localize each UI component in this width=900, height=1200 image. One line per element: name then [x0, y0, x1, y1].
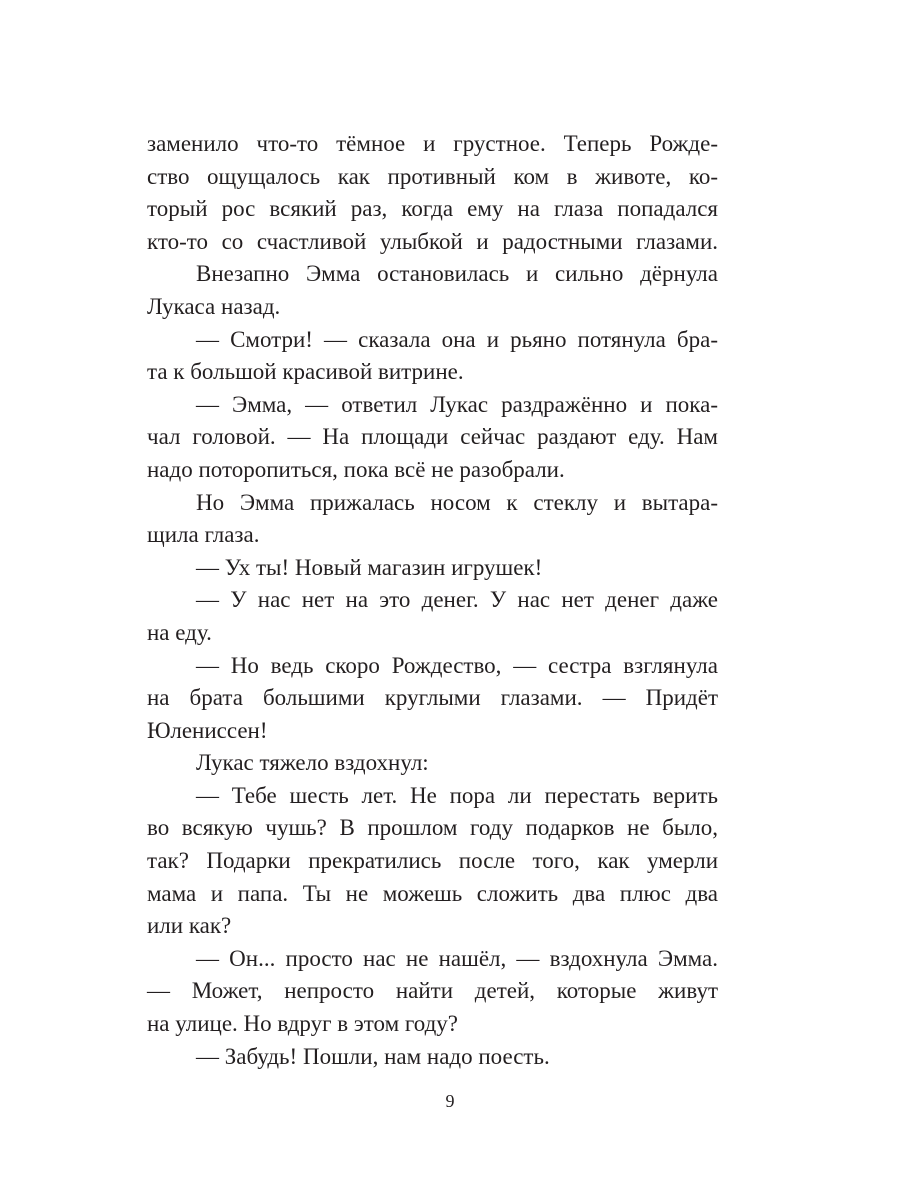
page-number: 9: [445, 1091, 455, 1111]
text-line: или как?: [147, 913, 232, 939]
text-line: — У нас нет на это денег. У нас нет денег даже: [196, 587, 718, 613]
text-line: — Может, непросто найти детей, которые живут: [147, 978, 718, 1004]
text-line: торый рос всякий раз, когда ему на глаза попадался: [147, 196, 718, 222]
text-line: Лукас тяжело вздохнул:: [196, 750, 429, 776]
text-line: Лукаса назад.: [147, 293, 281, 319]
text-line: Но Эмма прижалась носом к стеклу и вытара-: [196, 489, 718, 515]
text-line: — Тебе шесть лет. Не пора ли перестать верить: [196, 782, 718, 808]
text-line: так? Подарки прекратились после того, как умерли: [147, 848, 718, 874]
text-line: во всякую чушь? В прошлом году подарков не было,: [147, 815, 718, 841]
text-line: — Ух ты! Новый магазин игрушек!: [196, 554, 543, 580]
text-line: чал головой. — На площади сейчас раздают еду. Нам: [147, 424, 718, 450]
text-line: — Забудь! Пошли, нам надо поесть.: [196, 1043, 550, 1069]
text-line: Юлениссен!: [147, 717, 268, 743]
text-line: на улице. Но вдруг в этом году?: [147, 1011, 458, 1037]
text-line: на еду.: [147, 619, 212, 645]
text-line: ство ощущалось как противный ком в животе, ко-: [147, 163, 718, 189]
text-line: — Но ведь скоро Рождество, — сестра взглянула: [196, 652, 718, 678]
body-text: [147, 128, 718, 1073]
text-line: — Он... просто нас не нашёл, — вздохнула Эмма.: [196, 945, 718, 971]
text-line: та к большой красивой витрине.: [147, 359, 464, 385]
text-line: щила глаза.: [147, 522, 260, 548]
text-line: надо поторопиться, пока всё не разобрали.: [147, 456, 565, 482]
text-line: на брата большими круглыми глазами. — Придёт: [147, 685, 718, 711]
text-line: — Эмма, — ответил Лукас раздражённо и пока-: [196, 391, 718, 417]
text-line: мама и папа. Ты не можешь сложить два плюс два: [147, 880, 718, 906]
text-line: — Смотри! — сказала она и рьяно потянула бра-: [196, 326, 718, 352]
text-line: заменило что-то тёмное и грустное. Теперь Рожде-: [147, 131, 718, 156]
text-line: кто-то со счастливой улыбкой и радостными глазами.: [147, 228, 718, 254]
text-line: Внезапно Эмма остановилась и сильно дёрнула: [196, 261, 718, 287]
